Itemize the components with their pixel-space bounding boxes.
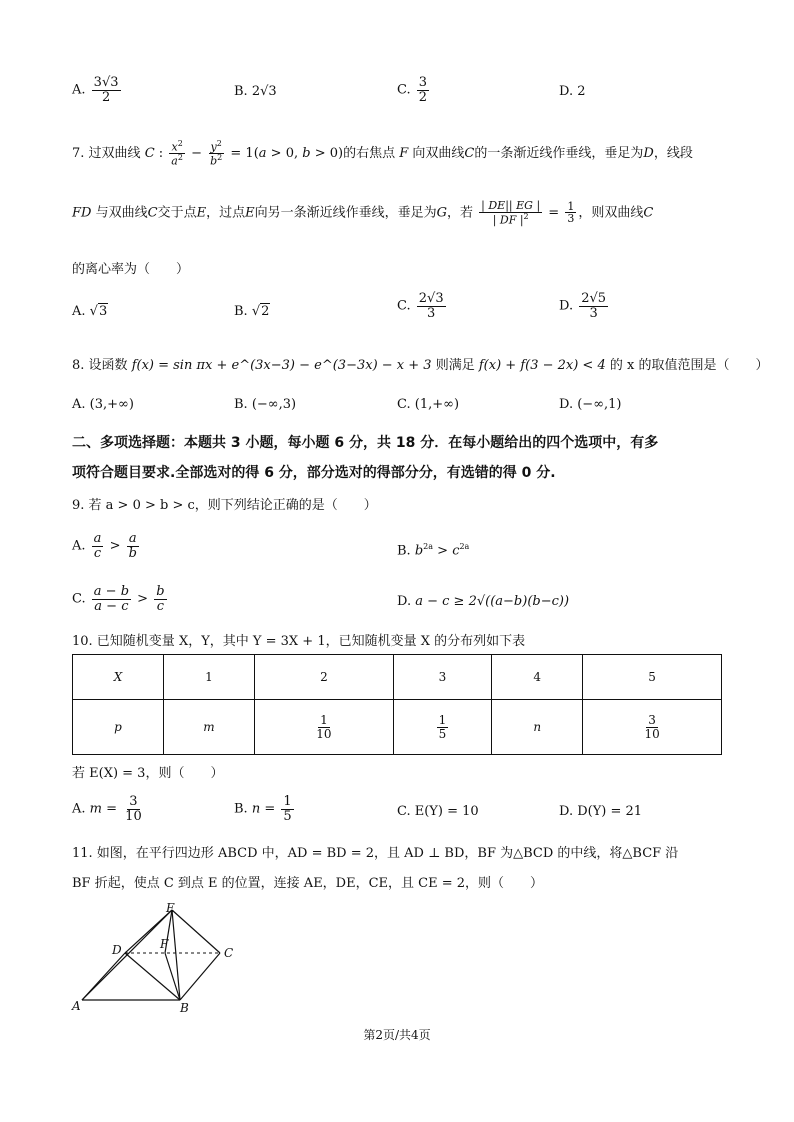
- label-D: D: [112, 943, 122, 957]
- q8-option-a[interactable]: A. (3,+∞): [72, 397, 134, 412]
- label-E: E: [166, 901, 175, 915]
- table-cell: X: [73, 655, 164, 700]
- table-cell: 5: [583, 655, 722, 700]
- table-cell: p: [73, 700, 164, 755]
- q10-stem: 10. 已知随机变量 X，Y，其中 Y = 3X + 1，已知随机变量 X 的分布列如下表: [72, 634, 526, 649]
- table-cell: $\frac{3}{10}$: [583, 700, 722, 755]
- q7-option-d[interactable]: D. $\frac{2√5}{3}$: [559, 291, 607, 321]
- q7-option-b[interactable]: B. √2: [234, 304, 270, 319]
- q9-option-d[interactable]: D. a − c ≥ 2√((a−b)(b−c)): [397, 594, 570, 609]
- q7-stem-line3: 的离心率为（ ）: [72, 262, 190, 277]
- table-cell: 4: [492, 655, 583, 700]
- q9-option-b[interactable]: B. $b^{2a} > c^{2a}$: [397, 542, 470, 559]
- q7-stem-line2: FD 与双曲线C交于点E，过点E向另一条渐近线作垂线，垂足为G，若 $\frac{| DE|| EG |}{| DF |^2}$ = $\frac{1}{3}$ ，则双曲线C: [72, 199, 654, 227]
- q7-option-c[interactable]: C. $\frac{2√3}{3}$: [397, 291, 444, 321]
- label-B: B: [180, 1001, 189, 1015]
- page-footer: 第2页/共4页: [363, 1028, 431, 1042]
- q8-option-b[interactable]: B. (−∞,3): [234, 397, 297, 412]
- distribution-table: [72, 654, 722, 755]
- q7-option-a[interactable]: A. √3: [72, 304, 108, 319]
- edge-BD: [125, 953, 180, 1000]
- table-cell: 3: [393, 655, 491, 700]
- q6-option-a[interactable]: A. $\frac{3√3}{2}$: [72, 75, 119, 105]
- table-cell: 1: [164, 655, 255, 700]
- edge-BC: [180, 953, 220, 1000]
- table-row: [73, 655, 722, 700]
- q10-option-a[interactable]: A. m = $\frac{3}{10}$: [72, 794, 142, 824]
- pyramid-figure: [70, 898, 250, 1018]
- q9-option-a[interactable]: A. $\frac{a}{c}$ > $\frac{a}{b}$: [72, 531, 137, 561]
- q6-option-c[interactable]: C. $\frac{3}{2}$: [397, 75, 428, 105]
- q8-stem: 8. 设函数 f(x) = sin πx + e^(3x−3) − e^(3−3x) − x + 3 则满足 f(x) + f(3 − 2x) < 4 的 x 的取值范围是（ ）: [72, 358, 769, 373]
- edge-CE: [172, 910, 220, 953]
- section2-heading-line1: 二、多项选择题：本题共 3 小题，每小题 6 分，共 18 分．在每小题给出的四个选项中，有多: [72, 435, 659, 451]
- q10-condition: 若 E(X) = 3，则（ ）: [72, 766, 224, 781]
- q8-option-d[interactable]: D. (−∞,1): [559, 397, 622, 412]
- table-cell: n: [492, 700, 583, 755]
- table-cell: 2: [255, 655, 394, 700]
- table-row: [73, 700, 722, 755]
- label-F: F: [160, 937, 169, 951]
- table-cell: m: [164, 700, 255, 755]
- q11-stem-line1: 11. 如图，在平行四边形 ABCD 中，AD = BD = 2，且 AD ⊥ BD，BF 为△BCD 的中线，将△BCF 沿: [72, 846, 679, 861]
- table-cell: $\frac{1}{5}$: [393, 700, 491, 755]
- section2-heading-line2: 项符合题目要求.全部选对的得 6 分，部分选对的得部分分，有选错的得 0 分.: [72, 465, 556, 481]
- q9-stem: 9. 若 a > 0 > b > c，则下列结论正确的是（ ）: [72, 498, 377, 513]
- q7-stem-line1: 7. 过双曲线 C : $\frac{x^2}{a^2}$ − $\frac{y^2}{b^2}$ = 1(a > 0, b > 0)的右焦点 F 向双曲线C的一条渐近线作垂线，垂足为D，线段: [72, 139, 693, 168]
- q10-option-c[interactable]: C. E(Y) = 10: [397, 804, 479, 819]
- q6-option-d[interactable]: D. 2: [559, 84, 586, 99]
- q9-option-c[interactable]: C. $\frac{a - b}{a - c}$ > $\frac{b}{c}$: [72, 584, 165, 614]
- q11-stem-line2: BF 折起，使点 C 到点 E 的位置，连接 AE，DE，CE，且 CE = 2，则（ ）: [72, 876, 544, 891]
- q10-option-d[interactable]: D. D(Y) = 21: [559, 804, 643, 819]
- q8-option-c[interactable]: C. (1,+∞): [397, 397, 460, 412]
- label-C: C: [224, 946, 234, 960]
- label-A: A: [72, 999, 81, 1013]
- q10-option-b[interactable]: B. n = $\frac{1}{5}$: [234, 794, 292, 824]
- table-cell: $\frac{1}{10}$: [255, 700, 394, 755]
- q6-option-b[interactable]: B. 2√3: [234, 84, 277, 99]
